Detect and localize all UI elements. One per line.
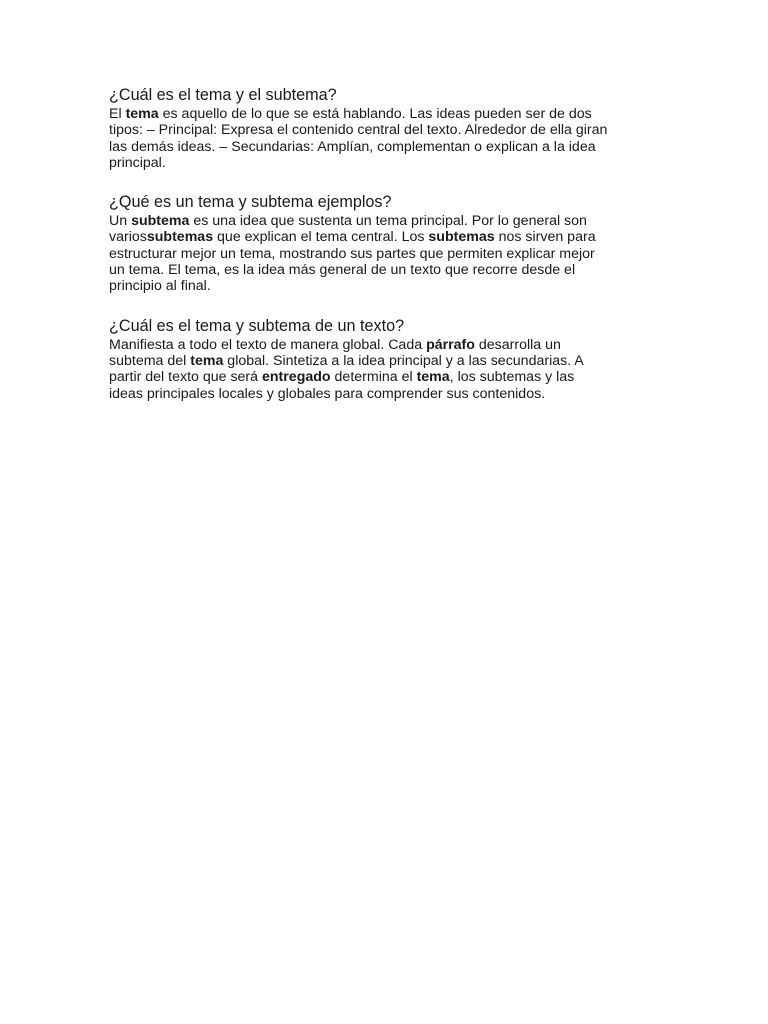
section-heading: ¿Cuál es el tema y subtema de un texto? <box>109 316 405 335</box>
text-run: Manifiesta a todo el texto de manera global. Cada <box>109 336 427 353</box>
document-body <box>109 86 658 402</box>
bold-term: tema <box>190 352 224 369</box>
section-paragraph <box>109 213 658 294</box>
bold-term: tema <box>125 106 159 122</box>
section-heading: ¿Qué es un tema y subtema ejemplos? <box>109 193 392 212</box>
section-paragraph <box>109 106 658 171</box>
text-run: nos sirven para <box>494 229 596 246</box>
text-run: El <box>109 106 126 122</box>
section-paragraph <box>109 337 658 402</box>
text-run: varios <box>109 229 147 246</box>
text-run: subtema del <box>109 352 191 369</box>
text-run: es una idea que sustenta un tema principal. Por lo general son <box>189 213 587 230</box>
text-run: determina el <box>330 369 417 386</box>
text-run: que explican el tema central. Los <box>213 229 429 246</box>
bold-term: tema <box>416 369 450 386</box>
section-3 <box>109 317 658 402</box>
text-run: partir del texto que será <box>109 369 262 386</box>
text-run: tipos: – Principal: Expresa el contenido central del texto. Alrededor de ella giran <box>109 122 608 139</box>
text-run: desarrolla un <box>474 336 561 353</box>
section-2 <box>109 193 658 294</box>
text-run: es aquello de lo que se está hablando. Las ideas pueden ser de dos <box>158 106 592 122</box>
text-run: principio al final. <box>109 278 211 295</box>
section-1 <box>109 86 658 171</box>
text-run: estructurar mejor un tema, mostrando sus partes que permiten explicar mejor <box>109 245 595 262</box>
text-run: ideas principales locales y globales para comprender sus contenidos. <box>109 385 546 402</box>
bold-term: entregado <box>262 369 331 386</box>
text-run: las demás ideas. – Secundarias: Amplían, complementan o explican a la idea <box>109 138 596 155</box>
bold-term: subtemas <box>428 229 495 246</box>
bold-term: subtemas <box>146 229 214 246</box>
bold-term: párrafo <box>426 336 475 353</box>
section-heading: ¿Cuál es el tema y el subtema? <box>109 86 337 104</box>
text-run: global. Sintetiza a la idea principal y a las secundarias. A <box>223 352 584 369</box>
text-run: principal. <box>109 154 166 171</box>
bold-term: subtema <box>131 213 190 230</box>
text-run: Un <box>109 213 132 230</box>
text-run: un tema. El tema, es la idea más general de un texto que recorre desde el <box>109 262 576 279</box>
text-run: , los subtemas y las <box>449 369 575 386</box>
